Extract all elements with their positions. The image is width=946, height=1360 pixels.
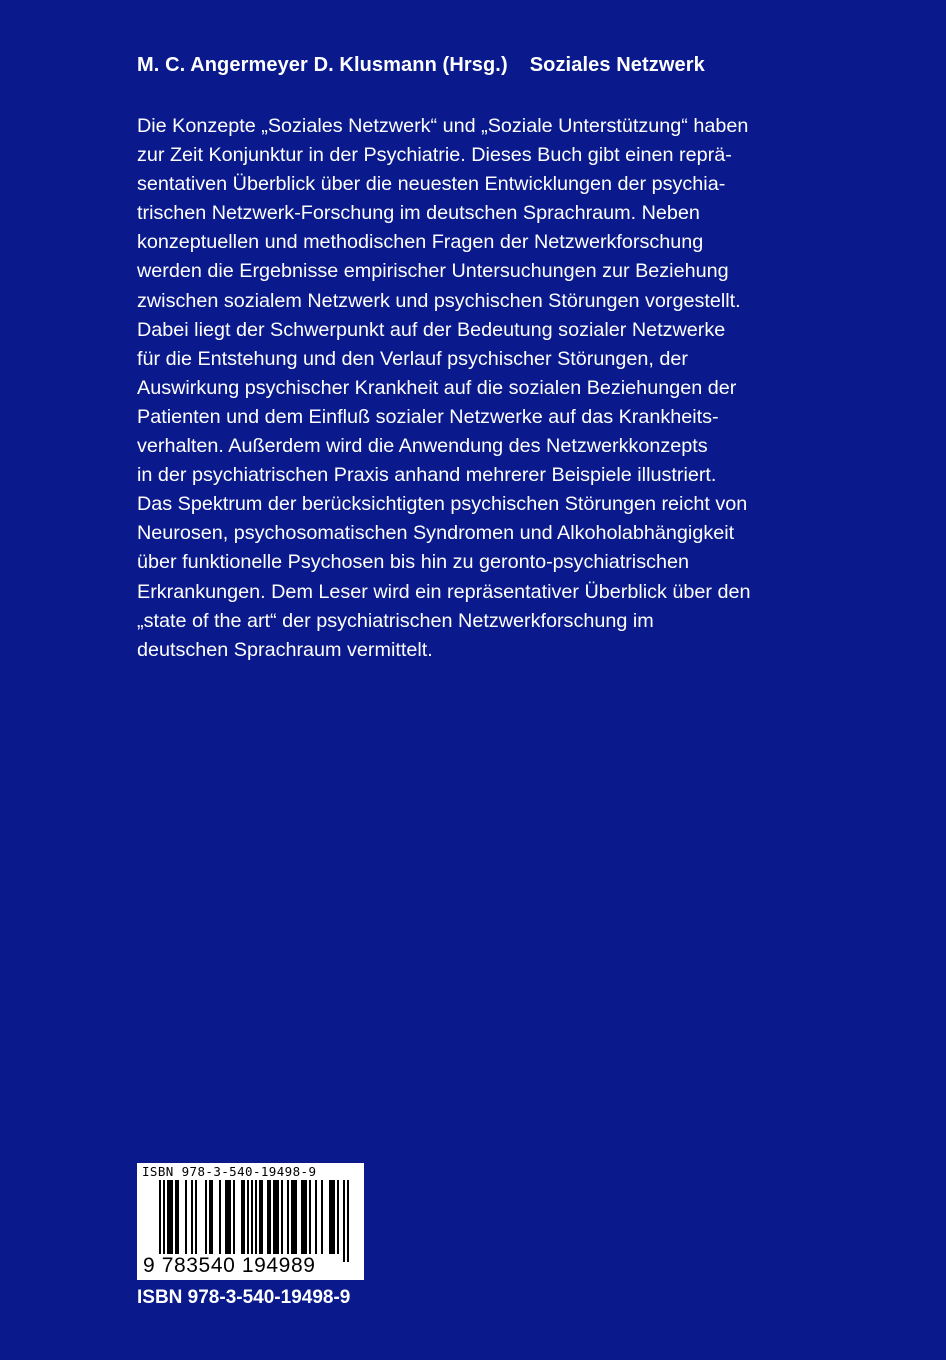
blurb-line: deutschen Sprachraum vermittelt. bbox=[137, 638, 433, 661]
blurb-line: „state of the art“ der psychiatrischen Netzwerkforschung im bbox=[137, 609, 654, 632]
blurb-line: konzeptuellen und methodischen Fragen der Netzwerkforschung bbox=[137, 231, 704, 254]
barcode-bar bbox=[205, 1180, 207, 1254]
barcode-bar bbox=[227, 1180, 229, 1254]
barcode-bar bbox=[281, 1180, 283, 1254]
blurb-line: Die Konzepte „Soziales Netzwerk“ und „Soziale Unterstützung“ haben bbox=[137, 115, 749, 137]
authors: M. C. Angermeyer D. Klusmann (Hrsg.) bbox=[137, 54, 508, 76]
blurb-line: sentativen Überblick über die neuesten Entwicklungen der psychia- bbox=[137, 173, 726, 196]
blurb-line: trischen Netzwerk-Forschung im deutschen Sprachraum. Neben bbox=[137, 202, 700, 225]
barcode-bar bbox=[251, 1180, 253, 1262]
blurb-line: in der psychiatrischen Praxis anhand mehrerer Beispiele illustriert. bbox=[137, 464, 717, 487]
barcode-bar bbox=[175, 1180, 177, 1254]
barcode-bar bbox=[329, 1180, 331, 1254]
barcode-bar bbox=[333, 1180, 335, 1254]
blurb-line: werden die Ergebnisse empirischer Untersuchungen zur Beziehung bbox=[137, 260, 729, 283]
blurb-line: Das Spektrum der berücksichtigten psychischen Störungen reicht von bbox=[137, 493, 748, 516]
blurb-line: über funktionelle Psychosen bis hin zu geronto-psychiatrischen bbox=[137, 551, 689, 574]
blurb-line: Patienten und dem Einfluß sozialer Netzwerke auf das Krankheits- bbox=[137, 405, 719, 428]
barcode-isbn-text: ISBN 978-3-540-19498-9 bbox=[142, 1164, 317, 1179]
barcode-bar bbox=[171, 1180, 173, 1254]
barcode-bar bbox=[185, 1180, 187, 1254]
barcode-bar bbox=[347, 1180, 349, 1262]
book-title: Soziales Netzwerk bbox=[529, 54, 705, 76]
barcode-bar bbox=[247, 1180, 249, 1254]
barcode-bar bbox=[321, 1180, 323, 1254]
barcode bbox=[137, 1163, 364, 1280]
blurb-line: Dabei liegt der Schwerpunkt auf der Bedeutung sozialer Netzwerke bbox=[137, 318, 726, 341]
barcode-bar bbox=[243, 1180, 245, 1254]
barcode-bar bbox=[259, 1180, 261, 1254]
blurb-line: Neurosen, psychosomatischen Syndromen und Alkoholabhängigkeit bbox=[137, 522, 735, 545]
barcode-bar bbox=[233, 1180, 235, 1254]
blurb-line: Auswirkung psychischer Krankheit auf die sozialen Beziehungen der bbox=[137, 376, 737, 399]
barcode-bar bbox=[209, 1180, 211, 1254]
blurb-text bbox=[137, 112, 837, 665]
blurb-line: zur Zeit Konjunktur in der Psychiatrie. Dieses Buch gibt einen reprä- bbox=[137, 144, 732, 167]
barcode-bar bbox=[163, 1180, 165, 1262]
barcode-bar bbox=[241, 1180, 243, 1254]
barcode-bar bbox=[331, 1180, 333, 1254]
barcode-bar bbox=[219, 1180, 221, 1254]
barcode-bar bbox=[177, 1180, 179, 1254]
barcode-bar bbox=[267, 1180, 269, 1254]
barcode-bar bbox=[337, 1180, 339, 1254]
barcode-bar bbox=[277, 1180, 279, 1254]
barcode-bar bbox=[255, 1180, 257, 1262]
barcode-bar bbox=[229, 1180, 231, 1254]
barcode-bar bbox=[305, 1180, 307, 1254]
barcode-bar bbox=[167, 1180, 169, 1254]
barcode-bar bbox=[195, 1180, 197, 1254]
blurb-line: für die Entstehung und den Verlauf psychischer Störungen, der bbox=[137, 347, 688, 370]
barcode-bar bbox=[291, 1180, 293, 1254]
barcode-bar bbox=[273, 1180, 275, 1254]
barcode-bar bbox=[287, 1180, 289, 1254]
barcode-bar bbox=[309, 1180, 311, 1254]
blurb-line: verhalten. Außerdem wird die Anwendung des Netzwerkkonzepts bbox=[137, 435, 708, 458]
barcode-bar bbox=[159, 1180, 161, 1262]
barcode-bar bbox=[225, 1180, 227, 1254]
barcode-bar bbox=[301, 1180, 303, 1254]
barcode-bar bbox=[261, 1180, 263, 1254]
barcode-bar bbox=[275, 1180, 277, 1254]
barcode-bar bbox=[303, 1180, 305, 1254]
barcode-digits: 9 783540 194989 bbox=[143, 1254, 316, 1277]
barcode-bar bbox=[211, 1180, 213, 1254]
header bbox=[137, 54, 705, 77]
barcode-bar bbox=[315, 1180, 317, 1254]
blurb-line: Erkrankungen. Dem Leser wird ein repräsentativer Überblick über den bbox=[137, 580, 751, 603]
barcode-bar bbox=[295, 1180, 297, 1254]
barcode-bar bbox=[191, 1180, 193, 1254]
barcode-bar bbox=[169, 1180, 171, 1254]
blurb-line: zwischen sozialem Netzwerk und psychischen Störungen vorgestellt. bbox=[137, 289, 741, 312]
barcode-bar bbox=[269, 1180, 271, 1254]
isbn-label: ISBN 978-3-540-19498-9 bbox=[137, 1287, 351, 1308]
barcode-bar bbox=[343, 1180, 345, 1262]
barcode-bar bbox=[293, 1180, 295, 1254]
